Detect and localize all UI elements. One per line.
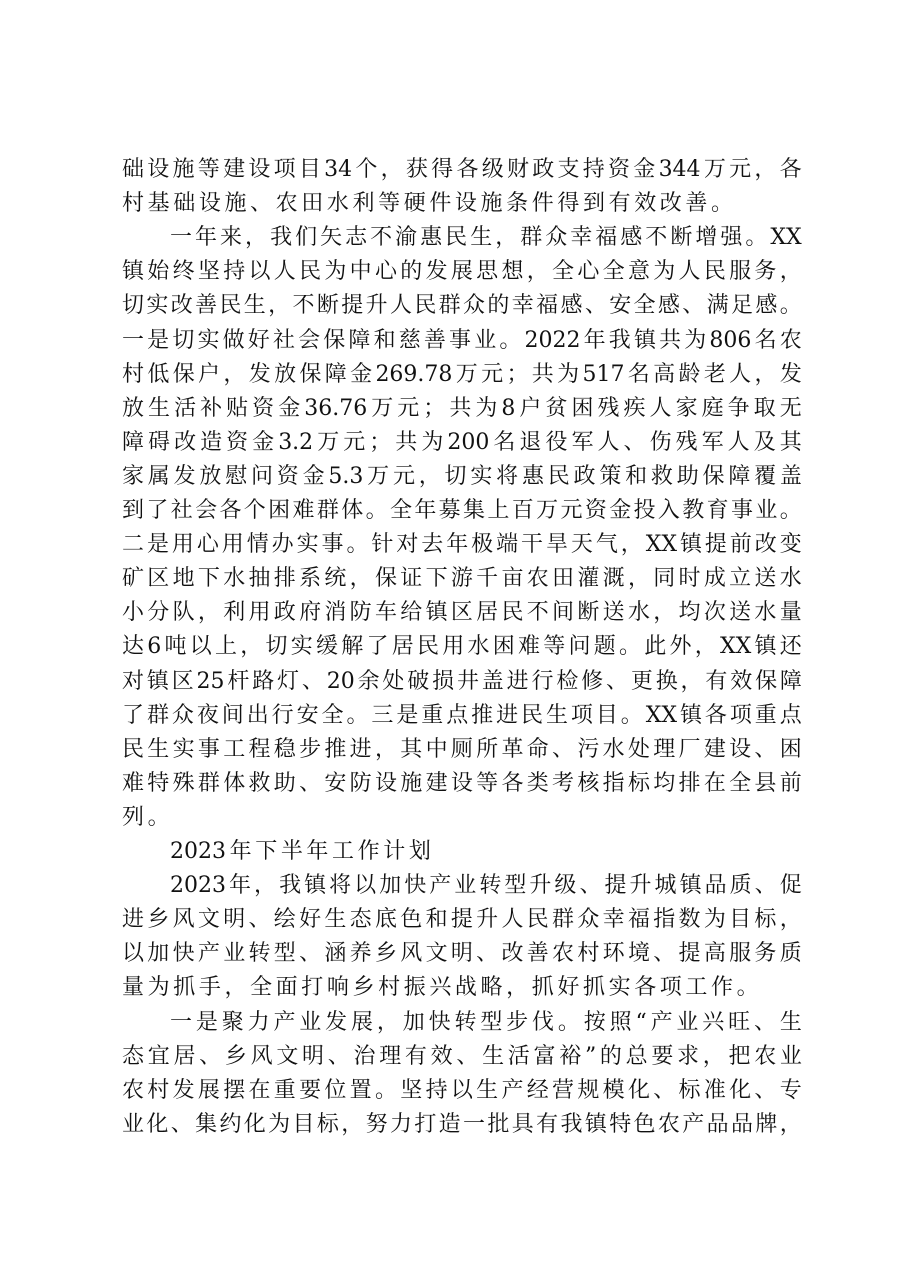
text-line: 对 镇 区 25 杆 路 灯 、 20 余 处 破 损 井 盖 进 行 检 修 、 更 换 ， 有 效 保 障 bbox=[122, 668, 802, 694]
text-line: 业 化 、 集 约 化 为 目 标 ， 努 力 打 造 一 批 具 有 我 镇 特 色 农 产 品 品 牌 ， bbox=[122, 1111, 802, 1137]
text-line: 进 乡 风 文 明 、 绘 好 生 态 底 色 和 提 升 人 民 群 众 幸 福 指 数 为 目 标 ， bbox=[122, 907, 802, 933]
text-line: 础 设 施 等 建 设 项 目 34 个 ， 获 得 各 级 财 政 支 持 资 金 344 万 元 ， 各 bbox=[122, 157, 802, 182]
text-line: 二 是 用 心 用 情 办 实 事 。 针 对 去 年 极 端 干 旱 天 气 ， XX 镇 提 前 改 变 bbox=[122, 532, 802, 558]
text-line: 一 是 聚 力 产 业 发 展 ， 加 快 转 型 步 伐 。 按 照 “ 产 业 兴 旺 、 生 bbox=[170, 1009, 802, 1035]
text-line: 一 年 来 ， 我 们 矢 志 不 渝 惠 民 生 ， 群 众 幸 福 感 不 断 增 强 。 XX bbox=[170, 225, 802, 251]
text-line: 村 基 础 设 施 、 农 田 水 利 等 硬 件 设 施 条 件 得 到 有 效 改 善 。 bbox=[122, 191, 734, 217]
text-line: 放 生 活 补 贴 资 金 36.76 万 元 ； 共 为 8 户 贫 困 残 疾 人 家 庭 争 取 无 bbox=[122, 395, 802, 421]
text-line: 民 生 实 事 工 程 稳 步 推 进 ， 其 中 厕 所 革 命 、 污 水 处 理 厂 建 设 、 困 bbox=[122, 736, 802, 762]
text-line: 障 碍 改 造 资 金 3.2 万 元 ； 共 为 200 名 退 役 军 人 、 伤 残 军 人 及 其 bbox=[122, 429, 802, 455]
text-line: 2023 年 ， 我 镇 将 以 加 快 产 业 转 型 升 级 、 提 升 城 镇 品 质 、 促 bbox=[170, 873, 802, 899]
text-line: 难 特 殊 群 体 救 助 、 安 防 设 施 建 设 等 各 类 考 核 指 标 均 排 在 全 县 前 bbox=[122, 770, 802, 796]
text-line: 家 属 发 放 慰 问 资 金 5.3 万 元 ， 切 实 将 惠 民 政 策 和 救 助 保 障 覆 盖 bbox=[122, 463, 802, 489]
text-line: 切 实 改 善 民 生 ， 不 断 提 升 人 民 群 众 的 幸 福 感 、 安 全 感 、 满 足 感 。 bbox=[122, 293, 802, 319]
text-line: 态 宜 居 、 乡 风 文 明 、 治 理 有 效 、 生 活 富 裕 ” 的 总 要 求 ， 把 农 业 bbox=[122, 1043, 802, 1069]
text-line: 镇 始 终 坚 持 以 人 民 为 中 心 的 发 展 思 想 ， 全 心 全 意 为 人 民 服 务 ， bbox=[122, 259, 802, 285]
text-line: 以 加 快 产 业 转 型 、 涵 养 乡 风 文 明 、 改 善 农 村 环 境 、 提 高 服 务 质 bbox=[122, 941, 802, 967]
text-line: 农 村 发 展 摆 在 重 要 位 置 。 坚 持 以 生 产 经 营 规 模 化 、 标 准 化 、 专 bbox=[122, 1077, 802, 1103]
section-heading: 2023 年 下 半 年 工 作 计 划 bbox=[170, 839, 431, 864]
text-line: 矿 区 地 下 水 抽 排 系 统 ， 保 证 下 游 千 亩 农 田 灌 溉 ， 同 时 成 立 送 水 bbox=[122, 566, 802, 592]
text-line: 列 。 bbox=[122, 804, 170, 830]
text-line: 村 低 保 户 ， 发 放 保 障 金 269.78 万 元 ； 共 为 517 名 高 龄 老 人 ， 发 bbox=[122, 361, 802, 387]
text-line: 了 群 众 夜 间 出 行 安 全 。 三 是 重 点 推 进 民 生 项 目 。 XX 镇 各 项 重 点 bbox=[122, 702, 802, 728]
text-line: 量 为 抓 手 ， 全 面 打 响 乡 村 振 兴 战 略 ， 抓 好 抓 实 各 项 工 作 。 bbox=[122, 975, 759, 1001]
text-line: 达 6 吨 以 上 ， 切 实 缓 解 了 居 民 用 水 困 难 等 问 题 。 此 外 ， XX 镇 还 bbox=[122, 634, 802, 660]
text-line: 到 了 社 会 各 个 困 难 群 体 。 全 年 募 集 上 百 万 元 资 金 投 入 教 育 事 业 。 bbox=[122, 498, 802, 523]
text-line: 小 分 队 ， 利 用 政 府 消 防 车 给 镇 区 居 民 不 间 断 送 水 ， 均 次 送 水 量 bbox=[122, 600, 802, 626]
text-line: 一 是 切 实 做 好 社 会 保 障 和 慈 善 事 业 。 2022 年 我 镇 共 为 806 名 农 bbox=[122, 327, 802, 353]
